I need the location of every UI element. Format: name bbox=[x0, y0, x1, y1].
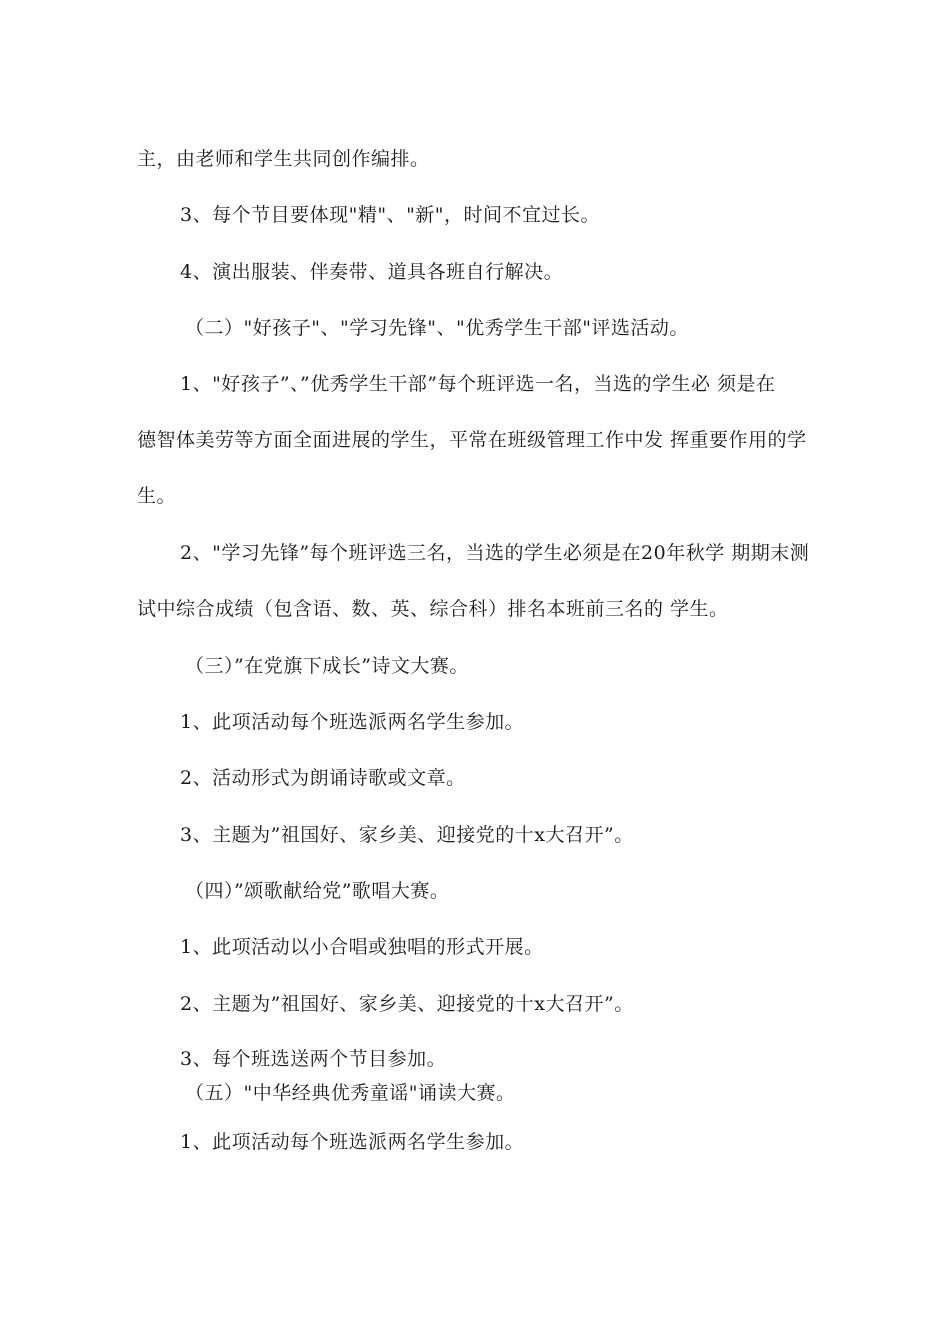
list-item: 3、每个班选送两个节目参加。 bbox=[180, 1048, 447, 1070]
list-item: 2、活动形式为朗诵诗歌或文章。 bbox=[180, 767, 466, 789]
section-heading: （二）"好孩子"、"学习先锋"、"优秀学生干部"评选活动。 bbox=[185, 317, 689, 339]
list-item: 2、主题为”祖国好、家乡美、迎接党的十x大召开”。 bbox=[180, 993, 634, 1015]
list-item: 3、每个节目要体现"精"、"新"，时间不宜过长。 bbox=[180, 204, 601, 226]
list-item: 1、此项活动每个班选派两名学生参加。 bbox=[180, 711, 525, 733]
section-heading: （三）”在党旗下成长”诗文大赛。 bbox=[185, 655, 469, 677]
list-item: 3、主题为”祖国好、家乡美、迎接党的十x大召开”。 bbox=[180, 824, 634, 846]
list-item: 1、此项活动以小合唱或独唱的形式开展。 bbox=[180, 936, 544, 958]
section-heading: （四）”颂歌献给党”歌唱大赛。 bbox=[185, 880, 450, 902]
list-item: 1、此项活动每个班选派两名学生参加。 bbox=[180, 1131, 525, 1153]
paragraph-line: 德智体美劳等方面全面进展的学生，平常在班级管理工作中发 挥重要作用的学 bbox=[137, 429, 807, 451]
list-item: 4、演出服装、伴奏带、道具各班自行解决。 bbox=[180, 261, 564, 283]
list-item: 1、"好孩子”、”优秀学生干部”每个班评选一名，当选的学生必 须是在 bbox=[180, 373, 776, 395]
paragraph-line: 试中综合成绩（包含语、数、英、综合科）排名本班前三名的 学生。 bbox=[137, 598, 729, 620]
section-heading: （五）"中华经典优秀童谣"诵读大赛。 bbox=[185, 1082, 516, 1104]
paragraph-line: 生。 bbox=[137, 485, 177, 507]
paragraph-line: 主，由老师和学生共同创作编排。 bbox=[137, 148, 430, 170]
list-item: 2、"学习先锋”每个班评选三名，当选的学生必须是在20年秋学 期期末测 bbox=[180, 542, 810, 564]
